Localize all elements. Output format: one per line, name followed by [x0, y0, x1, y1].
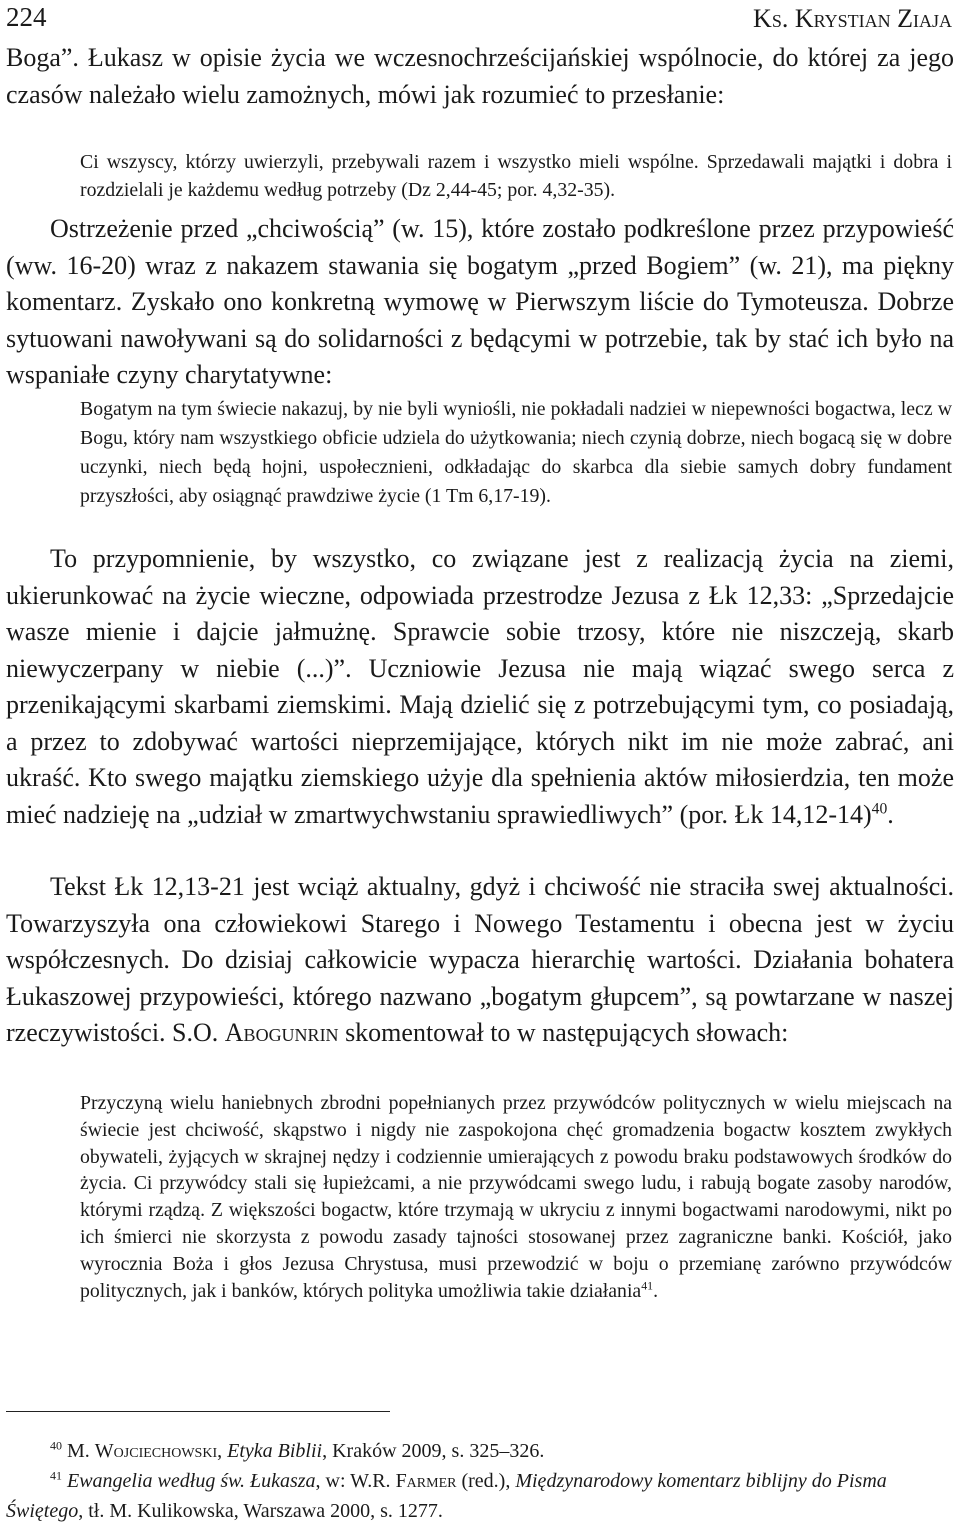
footnote-41-editor: Farmer: [395, 1470, 457, 1492]
paragraph-greed: [6, 869, 954, 1052]
page-number: 224: [6, 2, 47, 32]
quote-acts: Ci wszyscy, którzy uwierzyli, przebywali razem i wszystko mieli wspólne. Sprzedawali majątki i dobra i rozdzielali je każdemu według potrzeby (Dz 2,44-45; por. 4,32-35).: [80, 151, 952, 201]
quote-abogunrin-text: Przyczyną wielu haniebnych zbrodni popełnianych przez przywódców politycznych w wielu miejscach na świecie jest chciwość, skąpstwo i nigdy nie zaspokojona chęć gromadzenia bogactw kosztem zwykłych obywateli, żyjących w skrajnej nędzy i codziennie umierających z powodu braku podstawowych środków do życia. Ci przywódcy stali się łupieżcami, a nie przywódcami swego ludu, i rabują bogate zasoby narodów, którymi rządzą. Z większości bogactw, które trzymają w ukryciu z innymi bogactwami narodowymi, nikt po ich śmierci nie skorzysta z powodu zasady tajności stosowanej przez zagraniczne banki. Kościół, jako wyrocznia Boża i głos Jezusa Chrystusa, musi przewodzić w boju o przemianę zarówno przywódców politycznych, jak i banków, których polityka umożliwia takie działania: [80, 1092, 952, 1302]
paragraph-intro: Boga”. Łukasz w opisie życia we wczesnochrześcijańskiej wspólnocie, do której za jego czasów należało wielu zamożnych, mówi jak rozumieć to przesłanie:: [6, 43, 954, 109]
footnote-number-40: 40: [50, 1438, 62, 1453]
footnote-41-mid: , w: W.R.: [315, 1470, 396, 1492]
quote-abogunrin: [80, 1090, 952, 1304]
footnote-ref-40[interactable]: 40: [871, 799, 888, 817]
footnote-40-title: Etyka Biblii: [227, 1440, 323, 1462]
footnote-ref-41[interactable]: 41: [641, 1277, 654, 1292]
paragraph-greed-text-a: Tekst Łk 12,13-21 jest wciąż aktualny, gdyż i chciwość nie straciła swej aktualności. Towarzyszyła ona człowiekowi Starego i Nowego Testamentu i obecna jest w życiu współczesnych. Do dzisiaj całkowicie wypacza hierarchię wartości. Działania bohatera Łukaszowej przypowieści, którego nazwano „bogatym głupcem”, są powtarzane w naszej rzeczywistości. S.O.: [6, 872, 954, 1047]
footnotes: [6, 1436, 954, 1526]
footnote-41-mid2: (red.),: [456, 1470, 516, 1492]
footnote-40-initial: M.: [67, 1440, 95, 1462]
footnote-41: [6, 1466, 954, 1526]
footnote-41-rest: , tł. M. Kulikowska, Warszawa 2000, s. 1277.: [78, 1500, 443, 1522]
quote-abogunrin-tail: .: [653, 1279, 659, 1302]
footnote-41-title2: Międzynarodowy komentarz biblijny do Pisma Świętego: [6, 1470, 887, 1522]
footnote-40-rest: , Kraków 2009, s. 325–326.: [322, 1440, 545, 1462]
paragraph-warning: Ostrzeżenie przed „chciwością” (w. 15), które zostało podkreślone przez przypowieść (ww. 16-20) wraz z nakazem stawania się bogatym „przed Bogiem” (w. 21), ma piękny komentarz. Zyskało ono konkretną wymowę w Pierwszym liście do Tymoteusza. Dobrze sytuowani nawoływani są do solidarności z będącymi w potrzebie, tak by stać ich było na wspaniałe czyny charytatywne:: [6, 214, 954, 389]
footnote-40-sep: ,: [217, 1440, 228, 1462]
footnote-divider: [6, 1411, 390, 1412]
footnote-40: [6, 1436, 954, 1466]
paragraph-reminder: [6, 541, 954, 833]
paragraph-greed-text-b: skomentował to w następujących słowach:: [338, 1018, 789, 1047]
footnote-41-title: Ewangelia według św. Łukasza: [67, 1470, 316, 1492]
footnote-40-author: Wojciechowski: [94, 1440, 218, 1462]
quote-timothy: Bogatym na tym świecie nakazuj, by nie byli wyniośli, nie pokładali nadziei w niepewności bogactwa, lecz w Bogu, który nam wszystkiego obficie udziela do użytkowania; niech czynią dobrze, niech bogacą się w dobre uczynki, niech będą hojni, uspołecznieni, odkładając do skarbca dla siebie samych dobry fundament przyszłości, aby osiągnąć prawdziwe życie (1 Tm 6,17-19).: [80, 398, 952, 507]
paragraph-reminder-tail: .: [887, 799, 894, 829]
running-head: Ks. Krystian Ziaja: [753, 4, 952, 33]
paragraph-reminder-text: To przypomnienie, by wszystko, co związane jest z realizacją życia na ziemi, ukierunkować na życie wieczne, odpowiada przestrodze Jezusa z Łk 12,33: „Sprzedajcie wasze mienie i dajcie jałmużnę. Sprawcie sobie trzosy, które nie niszczeją, skarb niewyczerpany w niebie (...)”. Uczniowie Jezusa nie mają wiązać swego serca z przenikającymi skarbami ziemskimi. Mają dzielić się z potrzebującymi tym, co posiadają, a przez to zdobywać wartości nieprzemijające, których nikt im nie może zabrać, ani ukraść. Kto swego majątku ziemskiego użyje dla spełnienia aktów miłosierdzia, ten może mieć nadzieję na „udział w zmartwychwstaniu sprawiedliwych” (por. Łk 14,12-14): [6, 544, 954, 829]
footnote-number-41: 41: [50, 1468, 62, 1483]
author-name: Abogunrin: [224, 1018, 339, 1047]
page-header: [6, 0, 952, 36]
